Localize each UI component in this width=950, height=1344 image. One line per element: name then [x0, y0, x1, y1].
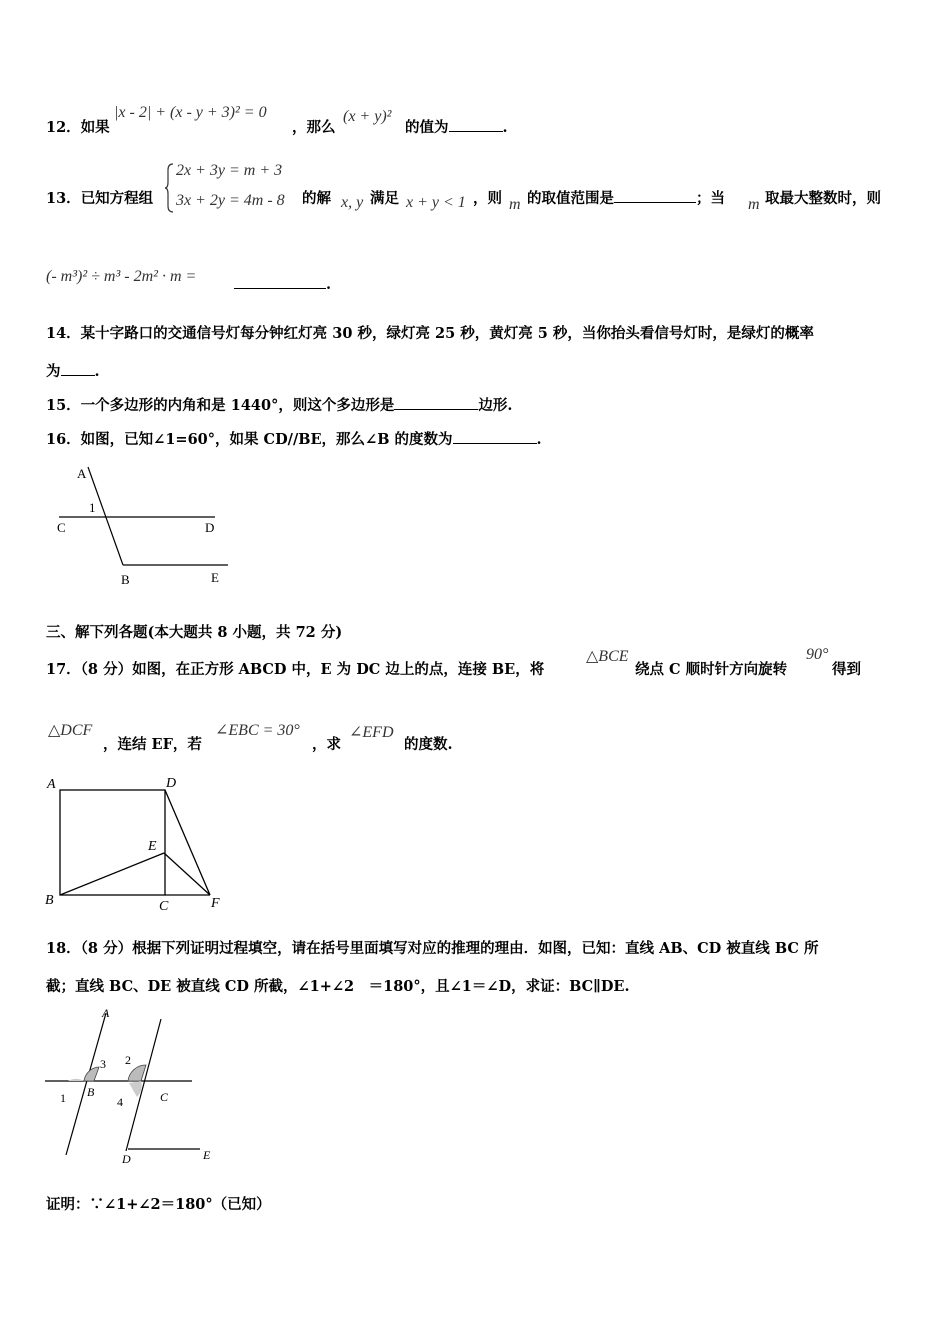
fig16-label-1: 1: [89, 500, 96, 515]
q13-range: [527, 187, 725, 208]
proof-line: 证明：∵∠1+∠2＝180°（已知）: [46, 1196, 271, 1213]
q15-post: 边形.: [478, 397, 513, 414]
fig17-label-f: F: [211, 896, 220, 911]
fig16-label-b: B: [121, 572, 130, 587]
fig18-label-2: 2: [125, 1053, 131, 1067]
q12-answer-blank[interactable]: [449, 117, 503, 132]
q12-formula: |x - 2| + (x - y + 3)² = 0: [114, 104, 267, 121]
q13-t3: ，则: [473, 190, 502, 207]
q13-end: .: [326, 276, 332, 293]
q12-tail: [405, 116, 508, 137]
fig17-label-c: C: [159, 899, 169, 914]
fig18-label-b: B: [87, 1085, 95, 1099]
q12-line: [46, 116, 110, 137]
q12-mid: ，那么: [292, 119, 336, 136]
q13-eq1: 2x + 3y = m + 3: [176, 162, 283, 179]
q13-eq2: 3x + 2y = 4m - 8: [176, 192, 285, 209]
q14-answer-blank[interactable]: [61, 361, 95, 376]
q13-t6: 取最大整数时，则: [765, 190, 881, 207]
q17-t3: ，求: [312, 736, 341, 753]
figure-18: [40, 1005, 240, 1165]
fig17-label-a: A: [47, 777, 56, 792]
q15-line: [46, 394, 512, 415]
q12-prefix: 如果: [80, 119, 110, 136]
q14-prefix: 为: [46, 363, 61, 380]
q14-line1: 14．某十字路口的交通信号灯每分钟红灯亮 30 秒，绿灯亮 25 秒，黄灯亮 5 秒，当你抬头看信号灯时，是绿灯的概率: [46, 325, 814, 342]
fig18-angle-c: [128, 1065, 146, 1081]
q14-end: .: [94, 363, 100, 380]
q13-t5: ；当: [696, 190, 725, 207]
fig18-angle-b2: [68, 1079, 84, 1081]
q13-expr2-tail: [234, 274, 331, 293]
q17-angle: 90°: [806, 646, 829, 663]
fig18-label-c: C: [160, 1090, 169, 1104]
fig18-angle-c2: [129, 1081, 142, 1097]
q17-ask: ∠EFD: [349, 724, 394, 741]
q16-prefix: 16．如图，已知∠1=60°，如果 CD//BE，那么∠B 的度数为: [46, 431, 453, 448]
fig18-line-ab: [66, 1013, 106, 1155]
q17-cond: ∠EBC = 30°: [215, 722, 300, 739]
q13-cond: x + y < 1: [406, 194, 466, 211]
fig17-label-b: B: [45, 893, 54, 908]
fig16-label-e: E: [211, 570, 219, 585]
q15-prefix: 15．一个多边形的内角和是 1440°，则这个多边形是: [46, 397, 395, 414]
fig18-label-3: 3: [100, 1057, 106, 1071]
q15-answer-blank[interactable]: [394, 395, 478, 410]
q17-post: 得到: [832, 661, 861, 678]
q13-prefix-line: [46, 187, 153, 208]
fig18-label-e: E: [203, 1148, 211, 1162]
q13-t4: 的取值范围是: [527, 190, 614, 207]
q12-expr: (x + y)²: [343, 108, 392, 125]
q13-value-blank[interactable]: [234, 274, 326, 289]
q12-post: 的值为: [405, 119, 449, 136]
fig17-label-e: E: [148, 839, 157, 854]
fig16-label-d: D: [205, 520, 215, 535]
fig17-label-d: D: [166, 776, 177, 791]
fig16-label-a: A: [77, 466, 87, 481]
fig18-label-d: D: [122, 1152, 131, 1165]
q17-tri1: △BCE: [586, 648, 629, 665]
fig17-line-be: [60, 853, 164, 895]
q13-prefix: 已知方程组: [80, 190, 154, 207]
q13-vars: x, y: [341, 194, 364, 211]
q13-m2: m: [748, 196, 760, 213]
section-3-heading: 三、解下列各题(本大题共 8 小题，共 72 分): [46, 624, 343, 641]
q17-tri2: △DCF: [48, 722, 93, 739]
q16-end: .: [536, 431, 542, 448]
q16-answer-blank[interactable]: [453, 429, 537, 444]
q13-number: 13．: [46, 190, 81, 207]
fig18-label-1: 1: [60, 1091, 66, 1105]
fig16-line-ab: [88, 467, 123, 565]
fig18-angle-b: [84, 1067, 99, 1081]
q17-t2: ，连结 EF，若: [103, 736, 202, 753]
fig18-label-4: 4: [117, 1095, 123, 1109]
q14-line2: [46, 360, 100, 381]
q18-line1: 18．（8 分）根据下列证明过程填空，请在括号里面填写对应的推理的理由．如图，已知：直线 AB、CD 被直线 BC 所: [46, 940, 819, 957]
q12-number: 12．: [46, 119, 81, 136]
fig17-line-ef: [164, 853, 210, 895]
q12-end: .: [502, 119, 508, 136]
figure-16: [45, 460, 245, 595]
q13-expr2: (- m³)² ÷ m³ - 2m² · m =: [46, 268, 197, 285]
fig17-line-df: [165, 790, 210, 895]
q16-line: [46, 428, 542, 449]
fig16-label-c: C: [57, 520, 66, 535]
q13-t2: 满足: [370, 190, 399, 207]
q17-t4: 的度数.: [404, 736, 453, 753]
fig18-label-a: A: [102, 1006, 110, 1020]
q17-mid: 绕点 C 顺时针方向旋转: [635, 661, 788, 678]
q13-range-blank[interactable]: [614, 188, 696, 203]
q13-t1: 的解: [302, 190, 331, 207]
q13-m1: m: [509, 196, 521, 213]
q13-brace: [165, 162, 175, 214]
q17-pre: 17．（8 分）如图，在正方形 ABCD 中，E 为 DC 边上的点，连接 BE，将: [46, 661, 545, 678]
figure-17: [40, 770, 240, 915]
q18-line2: 截；直线 BC、DE 被直线 CD 所截，∠1+∠2 ＝180°，且∠1＝∠D，求证：BC∥DE.: [46, 978, 630, 995]
